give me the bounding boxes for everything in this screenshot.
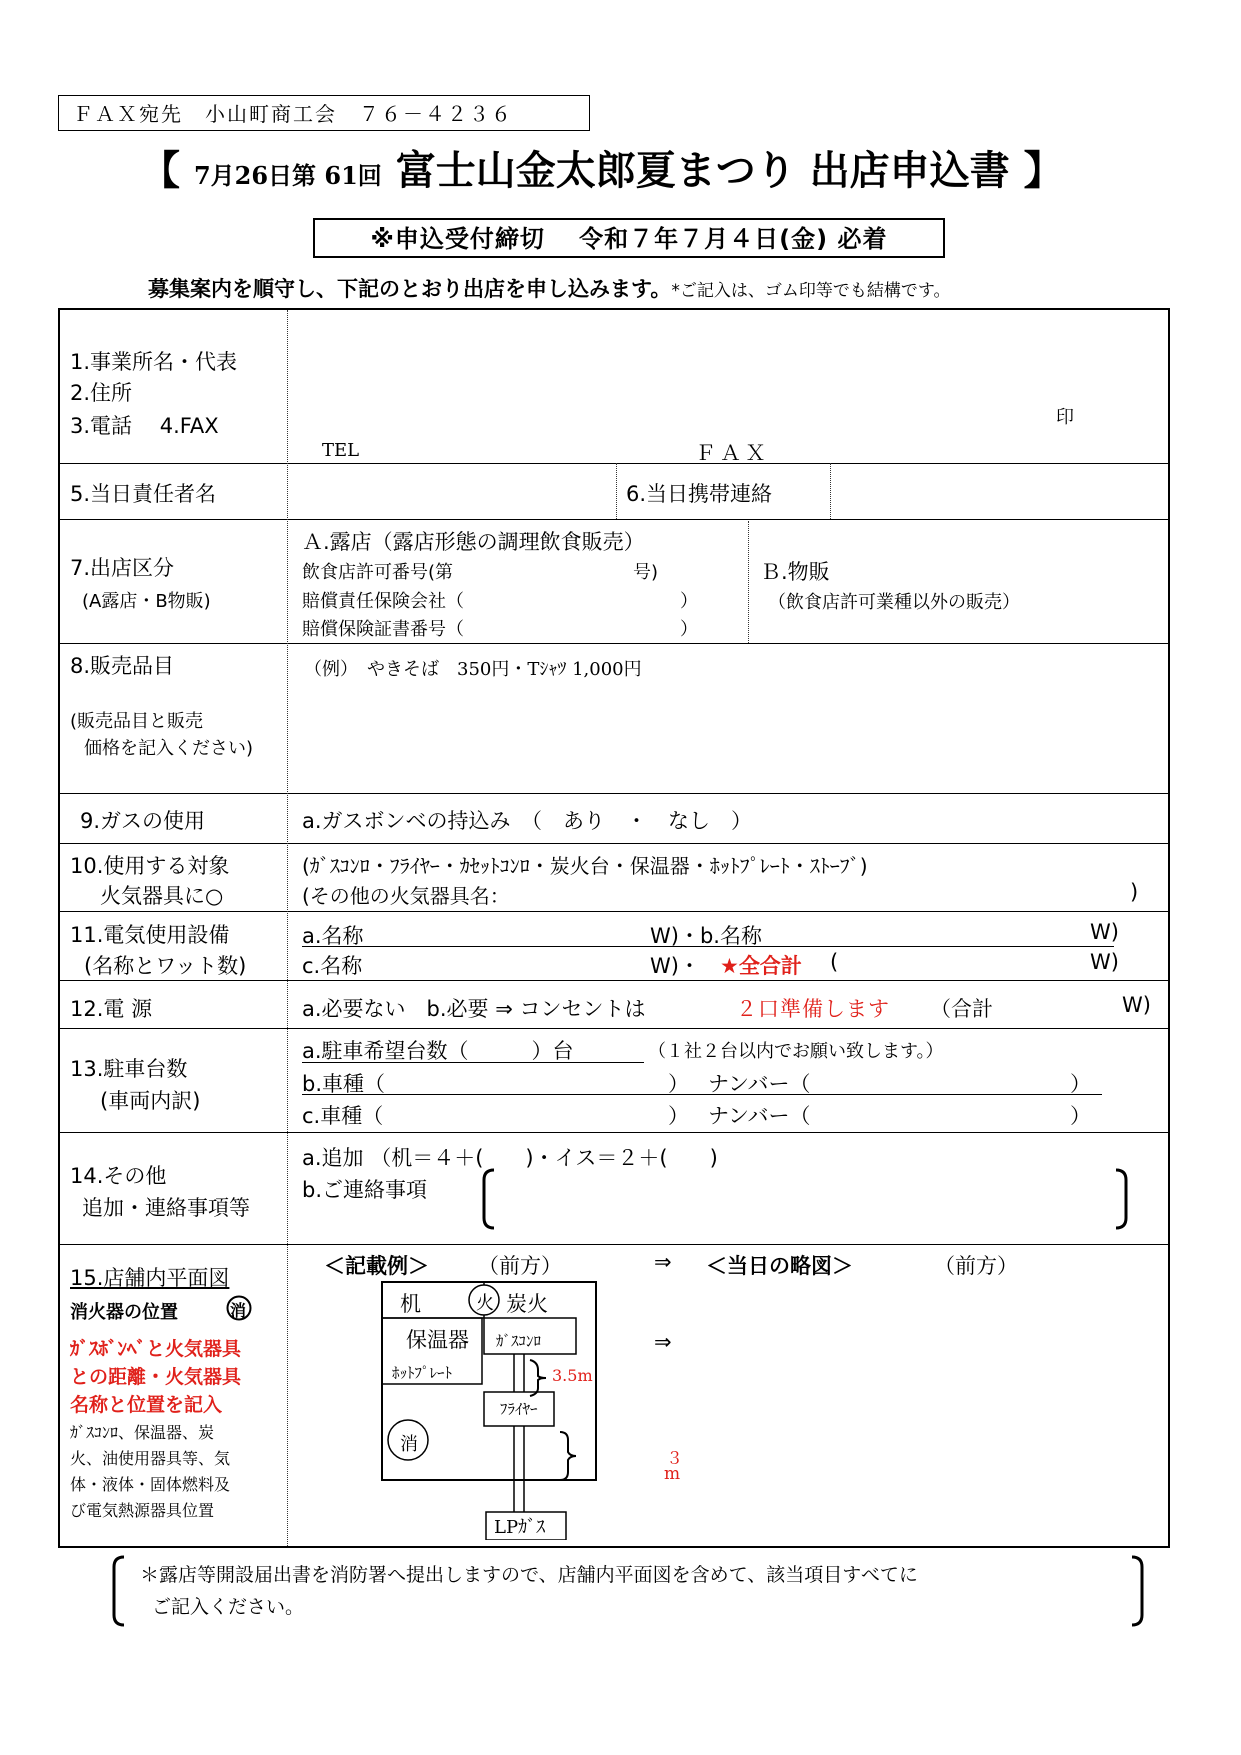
diagram-hotplate: ﾎｯﾄﾌﾟﾚｰﾄ (392, 1364, 453, 1382)
title-date: 7月26日第 61回 (193, 161, 382, 190)
fire-equipment-other-close: ) (1130, 880, 1139, 904)
instruction-4: び電気熱源器具位置 (70, 1501, 215, 1520)
fax-label: ＦＡＸ (695, 441, 770, 465)
vehicle-b-number: ナンバー（ (708, 1072, 811, 1096)
power-options: a.必要ない b.必要 ⇒ コンセントは (302, 997, 646, 1021)
instruction-3: 体・液体・固体燃料及 (70, 1475, 231, 1494)
equip-total-watt: W) (1090, 950, 1119, 974)
title-main: 富士山金太郎夏まつり 出店申込書 (395, 148, 1010, 194)
diagram-charcoal: 炭火 (506, 1292, 548, 1316)
label-shop-type: 7.出店区分 (70, 556, 175, 580)
power-outlets-note: ２口準備します (736, 997, 890, 1021)
sales-example: （例） やきそば 350円・Tｼｬﾂ 1,000円 (304, 659, 642, 680)
instruction-red-1: ｶﾞｽﾎﾞﾝﾍﾞと火気器具 (70, 1338, 242, 1360)
label-gas-use: 9.ガスの使用 (80, 809, 206, 833)
equip-b-watt: W) (1090, 920, 1119, 944)
application-form (58, 308, 1170, 1548)
food-permit-number: 飲食店許可番号(第 号) (302, 562, 659, 583)
instruction-2: 火、油使用器具等、気 (70, 1449, 231, 1468)
day-sketch-front: （前方） (934, 1254, 1018, 1278)
label-other: 14.その他 (70, 1164, 167, 1188)
vehicle-c-type-close: ） (668, 1104, 689, 1128)
diagram-warmer: 保温器 (406, 1328, 469, 1352)
day-sketch-title: ＜当日の略図＞ (706, 1254, 853, 1278)
deadline-box: ※申込受付締切 令和７年７月４日(金) 必着 (313, 218, 945, 258)
intro-note: *ご記入は、ゴム印等でも結構です。 (671, 281, 951, 301)
label-electric-equipment: 11.電気使用設備 (70, 923, 230, 947)
gas-cylinder-option: a.ガスボンベの持込み （ あり ・ なし ） (302, 809, 753, 833)
goods-title: Ｂ.物販 (760, 560, 830, 584)
instruction-red-3: 名称と位置を記入 (70, 1394, 223, 1416)
contact-notes-brackets (480, 1168, 1130, 1230)
equip-a-watt: W)・b.名称 (650, 924, 762, 948)
label-address: 2.住所 (70, 381, 133, 405)
label-fire-equipment: 10.使用する対象 (70, 854, 230, 878)
label-power: 12.電 源 (70, 997, 153, 1021)
fire-equipment-other: (その他の火気器具名： (302, 884, 510, 908)
contact-notes-label: b.ご連絡事項 (302, 1178, 428, 1202)
diagram-extinguisher: 消 (400, 1434, 418, 1455)
title-bracket-close: 】 (1023, 148, 1064, 194)
label-fire-equipment-sub: 火気器具に○ (100, 884, 224, 908)
label-floor-plan: 15.店舗内平面図 (70, 1266, 230, 1290)
bottom-note-line1: ＊露店等開設届出書を消防署へ提出しますので、店舗内平面図を含めて、該当項目すべてに (140, 1564, 918, 1586)
intro-main: 募集案内を順守し、下記のとおり出店を申し込みます。 (148, 277, 672, 301)
label-parking: 13.駐車台数 (70, 1057, 188, 1081)
equip-a-name: a.名称 (302, 924, 364, 948)
instruction-1: ｶﾞｽｺﾝﾛ、保温器、炭 (70, 1423, 215, 1442)
label-extinguisher-position: 消火器の位置 (70, 1302, 178, 1323)
title-bracket-open: 【 (140, 148, 180, 194)
fire-equipment-list: (ｶﾞｽｺﾝﾛ・ﾌﾗｲﾔｰ・ｶｾｯﾄｺﾝﾛ・炭火台・保温器・ﾎｯﾄﾌﾟﾚｰﾄ・ｽﾄｰﾌﾞ) (302, 854, 868, 878)
insurance-certificate: 賠償保険証書番号（ ） (302, 619, 698, 640)
diagram-distance-2b: m (664, 1464, 681, 1484)
label-phone-fax: 3.電話 4.FAX (70, 414, 219, 438)
arrow-icon: ⇒ (654, 1250, 672, 1274)
fax-destination: ＦＡＸ宛先 小山町商工会 ７６－４２３６ (58, 95, 590, 131)
parking-limit-note: （１社２台以内でお願い致します。） (648, 1041, 944, 1062)
label-mobile-contact: 6.当日携帯連絡 (626, 482, 773, 506)
vehicle-b-type: b.車種（ (302, 1072, 386, 1096)
label-shop-type-sub: (A露店・B物販) (82, 591, 211, 612)
example-title: ＜記載例＞ (324, 1254, 429, 1278)
page-title (140, 145, 1100, 197)
extinguisher-icon-label: 消 (230, 1301, 247, 1320)
extra-desk-chair: a.追加 （机＝４＋( )・イス＝２＋( ) (302, 1146, 718, 1170)
instruction-red-2: との距離・火気器具 (70, 1366, 242, 1388)
vehicle-c-number-close: ） (1070, 1104, 1091, 1128)
equip-c-name: c.名称 (302, 954, 363, 978)
label-parking-sub: (車両内訳) (100, 1089, 201, 1113)
diagram-fryer: ﾌﾗｲﾔｰ (500, 1400, 538, 1418)
equip-total-open: ( (830, 950, 839, 974)
goods-sub: （飲食店許可業種以外の販売） (768, 592, 1020, 613)
label-other-sub: 追加・連絡事項等 (82, 1196, 250, 1220)
stall-title: Ａ.露店（露店形態の調理飲食販売） (302, 530, 645, 554)
diagram-fire: 火 (476, 1293, 494, 1314)
diagram-distance-1: 3.5m (552, 1366, 593, 1385)
seal-mark: 印 (1056, 407, 1074, 428)
insurance-company: 賠償責任保険会社（ ） (302, 591, 698, 612)
vehicle-c-type: c.車種（ (302, 1104, 384, 1128)
vehicle-b-type-close: ） (668, 1072, 689, 1096)
vehicle-b-number-close: ） (1070, 1072, 1091, 1096)
tel-label: TEL (322, 440, 360, 461)
equip-c-watt: W)・ (650, 954, 700, 978)
power-total-label: （合計 (930, 997, 993, 1021)
diagram-desk: 机 (400, 1292, 421, 1316)
power-total-watt: W) (1122, 993, 1151, 1017)
diagram-arrow-icon: ⇒ (654, 1330, 672, 1354)
intro-text (148, 273, 1108, 303)
parking-count: a.駐車希望台数（ ）台 (302, 1039, 574, 1063)
equip-total-label: ★全合計 (720, 954, 802, 978)
label-electric-equipment-sub: (名称とワット数) (84, 954, 247, 978)
example-front: （前方） (478, 1254, 562, 1278)
diagram-gas-stove: ｶﾞｽｺﾝﾛ (496, 1332, 542, 1350)
vehicle-c-number: ナンバー（ (708, 1104, 811, 1128)
label-responsible-person: 5.当日責任者名 (70, 482, 217, 506)
bottom-note-line2: ご記入ください。 (152, 1596, 305, 1618)
label-business-name: 1.事業所名・代表 (70, 350, 238, 374)
diagram-distance-2a: ３ (666, 1449, 683, 1469)
label-sales-items-sub2: 価格を記入ください) (84, 738, 254, 759)
label-sales-items: 8.販売品目 (70, 654, 175, 678)
diagram-lp-gas: LPｶﾞｽ (494, 1517, 546, 1538)
label-sales-items-sub1: (販売品目と販売 (70, 711, 204, 732)
